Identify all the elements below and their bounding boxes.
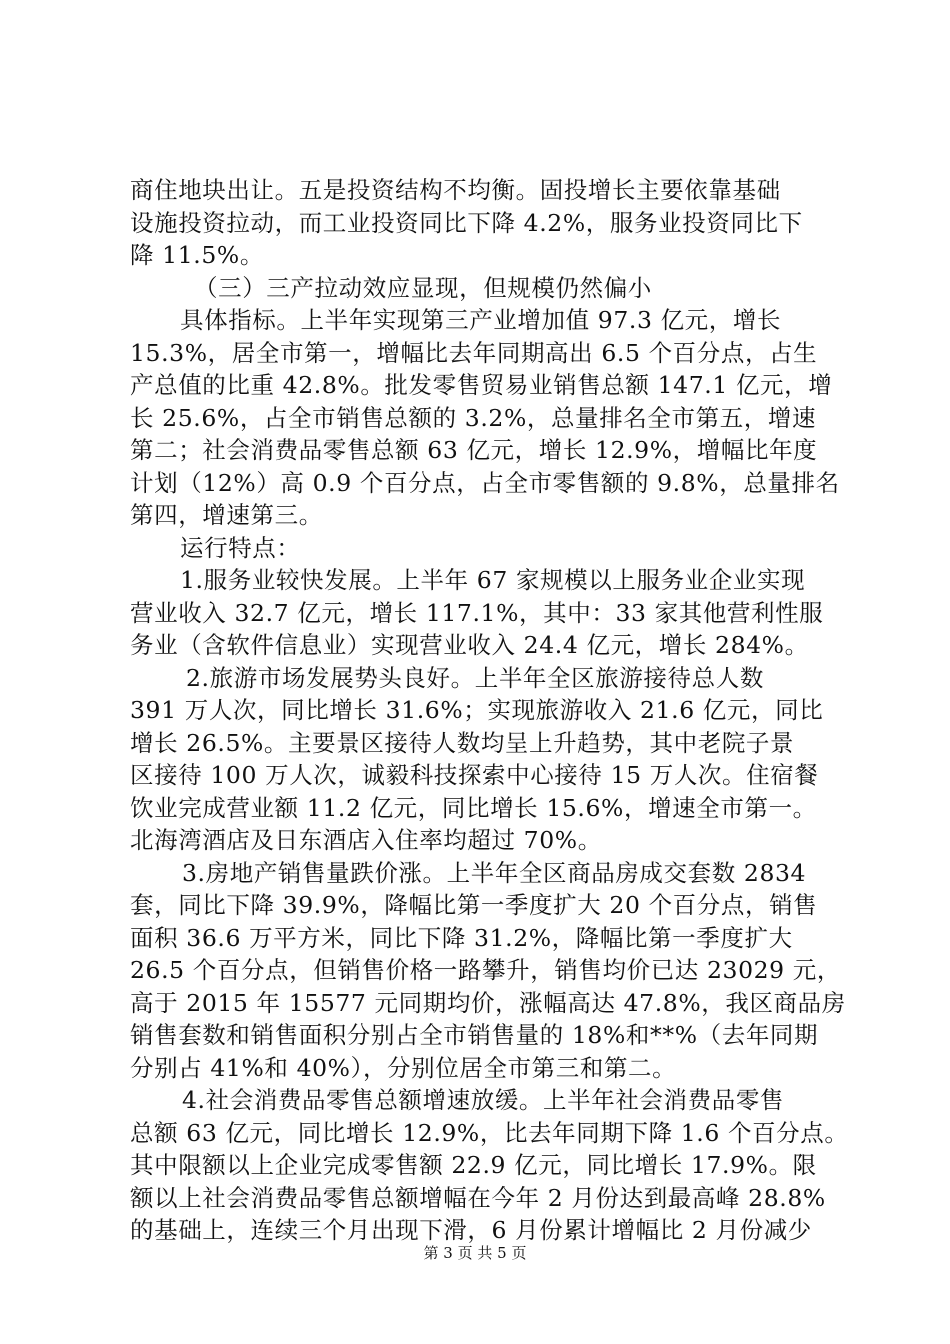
page-footer: 第 3 页 共 5 页: [423, 1244, 527, 1262]
text-line: 套，同比下降 39.9%，降幅比第一季度扩大 20 个百分点，销售: [130, 891, 818, 919]
text-line: 2.旅游市场发展势头良好。上半年全区旅游接待总人数: [186, 663, 764, 692]
text-line: 的基础上，连续三个月出现下滑，6 月份累计增幅比 2 月份减少: [130, 1216, 812, 1244]
text-line: 面积 36.6 万平方米，同比下降 31.2%，降幅比第一季度扩大: [130, 923, 793, 952]
text-line: 391 万人次，同比增长 31.6%；实现旅游收入 21.6 亿元，同比: [130, 696, 824, 724]
text-line: 具体指标。上半年实现第三产业增加值 97.3 亿元，增长: [180, 306, 782, 334]
text-line: 26.5 个百分点，但销售价格一路攀升，销售均价已达 23029 元，: [130, 956, 841, 984]
text-line: 运行特点：: [180, 533, 301, 562]
text-line: 产总值的比重 42.8%。批发零售贸易业销售总额 147.1 亿元，增: [130, 371, 833, 399]
text-line: 区接待 100 万人次，诚毅科技探索中心接待 15 万人次。住宿餐: [130, 761, 819, 789]
text-line: 务业（含软件信息业）实现营业收入 24.4 亿元，增长 284%。: [130, 631, 809, 659]
text-line: 营业收入 32.7 亿元，增长 117.1%，其中：33 家其他营利性服: [130, 598, 824, 627]
text-line: 销售套数和销售面积分别占全市销售量的 18%和**%（去年同期: [130, 1021, 819, 1049]
text-line: 商住地块出让。五是投资结构不均衡。固投增长主要依靠基础: [130, 176, 781, 204]
text-line: 高于 2015 年 15577 元同期均价，涨幅高达 47.8%，我区商品房: [130, 988, 846, 1017]
text-line: 总额 63 亿元，同比增长 12.9%，比去年同期下降 1.6 个百分点。: [130, 1118, 849, 1147]
text-line: 1.服务业较快发展。上半年 67 家规模以上服务业企业实现: [180, 566, 806, 594]
text-line: 第二；社会消费品零售总额 63 亿元，增长 12.9%，增幅比年度: [130, 436, 818, 464]
text-line: 分别占 41%和 40%），分别位居全市第三和第二。: [130, 1053, 677, 1082]
text-line: 额以上社会消费品零售总额增幅在今年 2 月份达到最高峰 28.8%: [130, 1183, 826, 1212]
text-line: 其中限额以上企业完成零售额 22.9 亿元，同比增长 17.9%。限: [130, 1151, 817, 1179]
text-line: 15.3%，居全市第一，增幅比去年同期高出 6.5 个百分点，占生: [130, 338, 818, 367]
text-line: 4.社会消费品零售总额增速放缓。上半年社会消费品零售: [182, 1086, 785, 1114]
section-heading: （三）三产拉动效应显现，但规模仍然偏小: [194, 273, 652, 302]
text-line: 第四，增速第三。: [130, 501, 323, 529]
text-line: 降 11.5%。: [130, 241, 264, 269]
text-line: 长 25.6%，占全市销售总额的 3.2%，总量排名全市第五，增速: [130, 403, 817, 432]
text-line: 3.房地产销售量跌价涨。上半年全区商品房成交套数 2834: [182, 858, 807, 887]
text-line: 设施投资拉动，而工业投资同比下降 4.2%，服务业投资同比下: [130, 208, 803, 237]
text-line: 北海湾酒店及日东酒店入住率均超过 70%。: [130, 826, 602, 854]
text-line: 增长 26.5%。主要景区接待人数均呈上升趋势，其中老院子景: [130, 728, 795, 757]
text-line: 计划（12%）高 0.9 个百分点，占全市零售额的 9.8%，总量排名: [130, 468, 840, 497]
text-line: 饮业完成营业额 11.2 亿元，同比增长 15.6%，增速全市第一。: [130, 793, 817, 822]
